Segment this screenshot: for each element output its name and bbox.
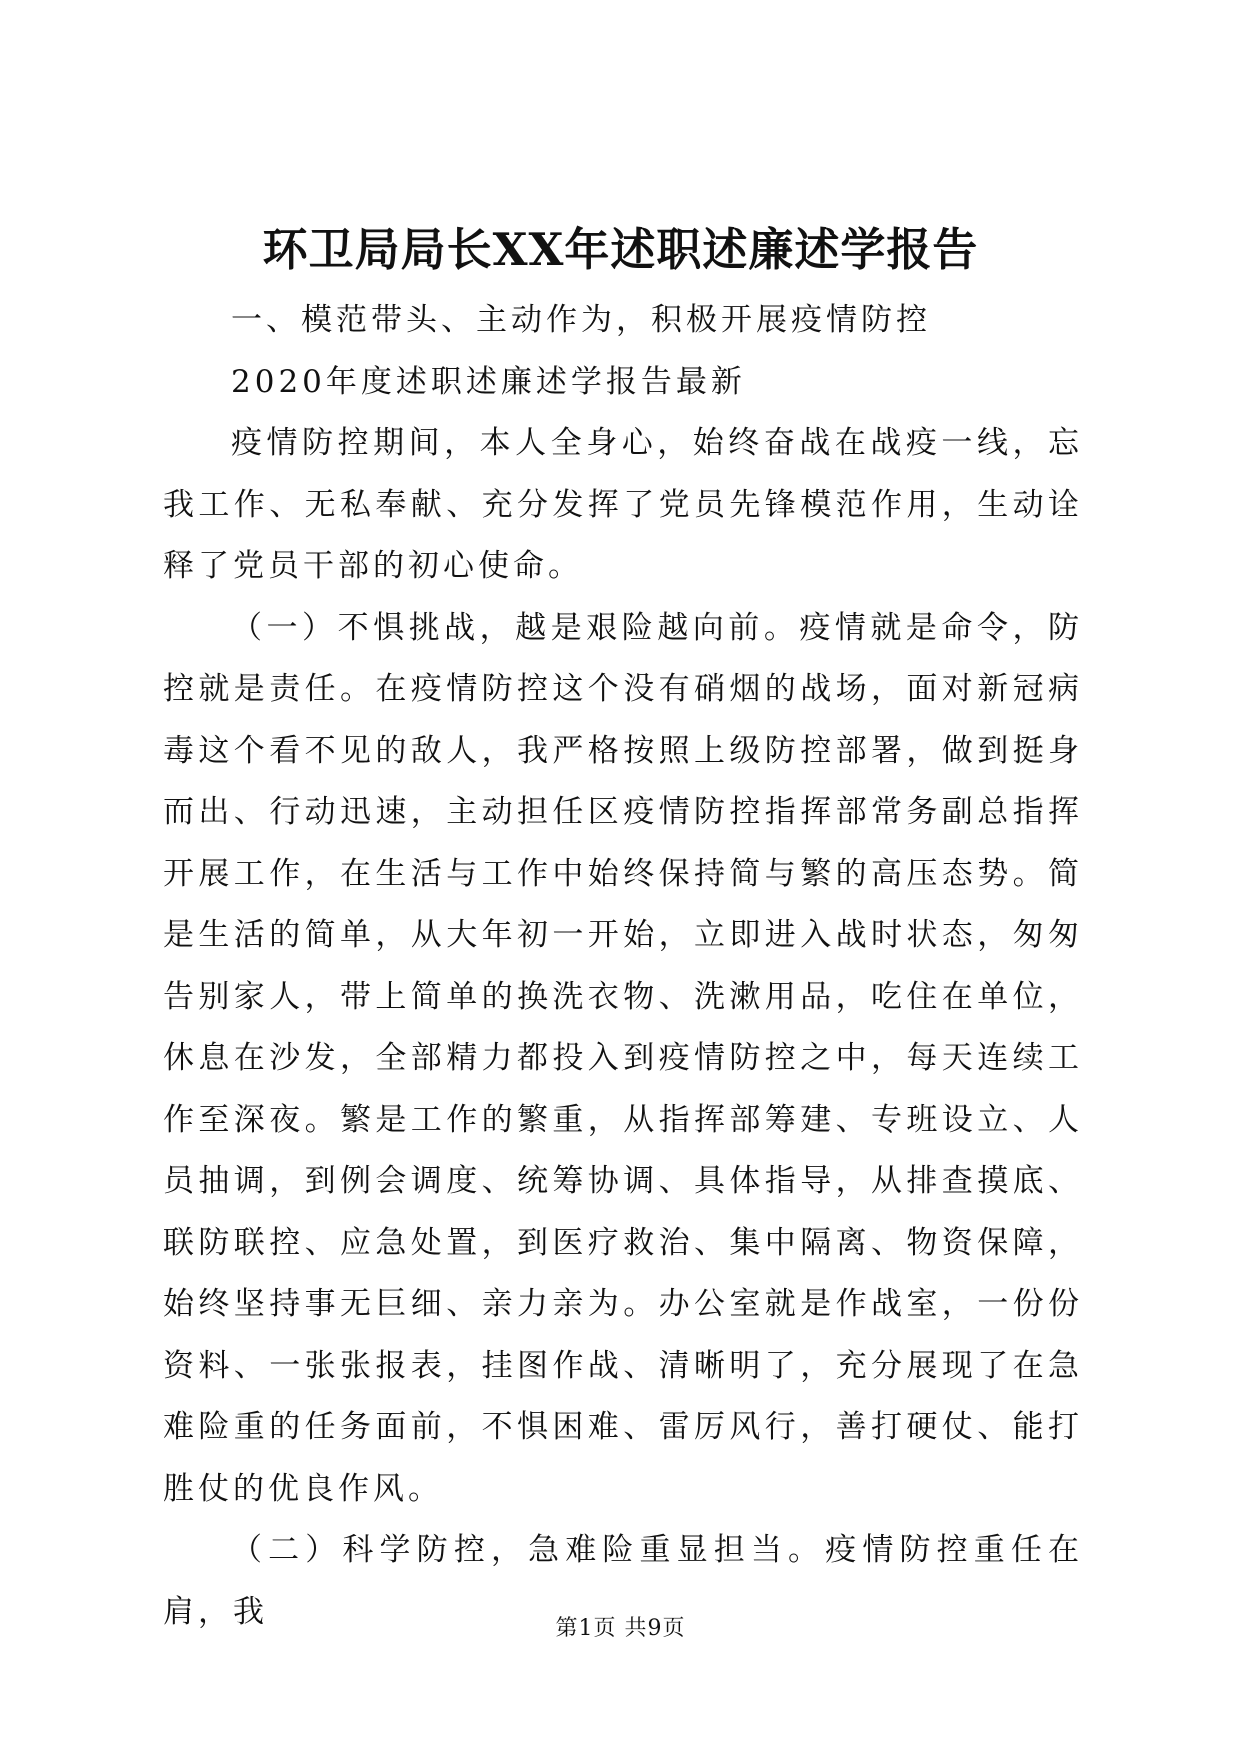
document-body bbox=[163, 290, 1083, 1643]
subtitle-line: 2020年度述职述廉述学报告最新 bbox=[231, 363, 746, 400]
page-title: 环卫局局长XX年述职述廉述学报告 bbox=[262, 223, 979, 276]
paragraph-section-two: （二）科学防控，急难险重显担当。疫情防控重任在肩，我 bbox=[163, 1532, 1083, 1630]
page-number-footer: 第1页 共9页 bbox=[555, 1616, 686, 1641]
section-heading: 一、模范带头、主动作为，积极开展疫情防控 bbox=[231, 302, 931, 338]
paragraph-intro: 疫情防控期间，本人全身心，始终奋战在战疫一线，忘我工作、无私奉献、充分发挥了党员先锋模范作用，生动诠释了党员干部的初心使命。 bbox=[163, 425, 1083, 584]
paragraph-section-one: （一）不惧挑战，越是艰险越向前。疫情就是命令，防控就是责任。在疫情防控这个没有硝烟的战场，面对新冠病毒这个看不见的敌人，我严格按照上级防控部署，做到挺身而出、行动迅速，主动担任区疫情防控指挥部常务副总指挥开展工作，在生活与工作中始终保持简与繁的高压态势。简是生活的简单，从大年初一开始，立即进入战时状态，匆匆告别家人，带上简单的换洗衣物、洗漱用品，吃住在单位，休息在沙发，全部精力都投入到疫情防控之中，每天连续工作至深夜。繁是工作的繁重，从指挥部筹建、专班设立、人员抽调，到例会调度、统筹协调、具体指导，从排查摸底、联防联控、应急处置，到医疗救治、集中隔离、物资保障，始终坚持事无巨细、亲力亲为。办公室就是作战室，一份份资料、一张张报表，挂图作战、清晰明了，充分展现了在急难险重的任务面前，不惧困难、雷厉风行，善打硬仗、能打胜仗的优良作风。 bbox=[163, 609, 1083, 1507]
